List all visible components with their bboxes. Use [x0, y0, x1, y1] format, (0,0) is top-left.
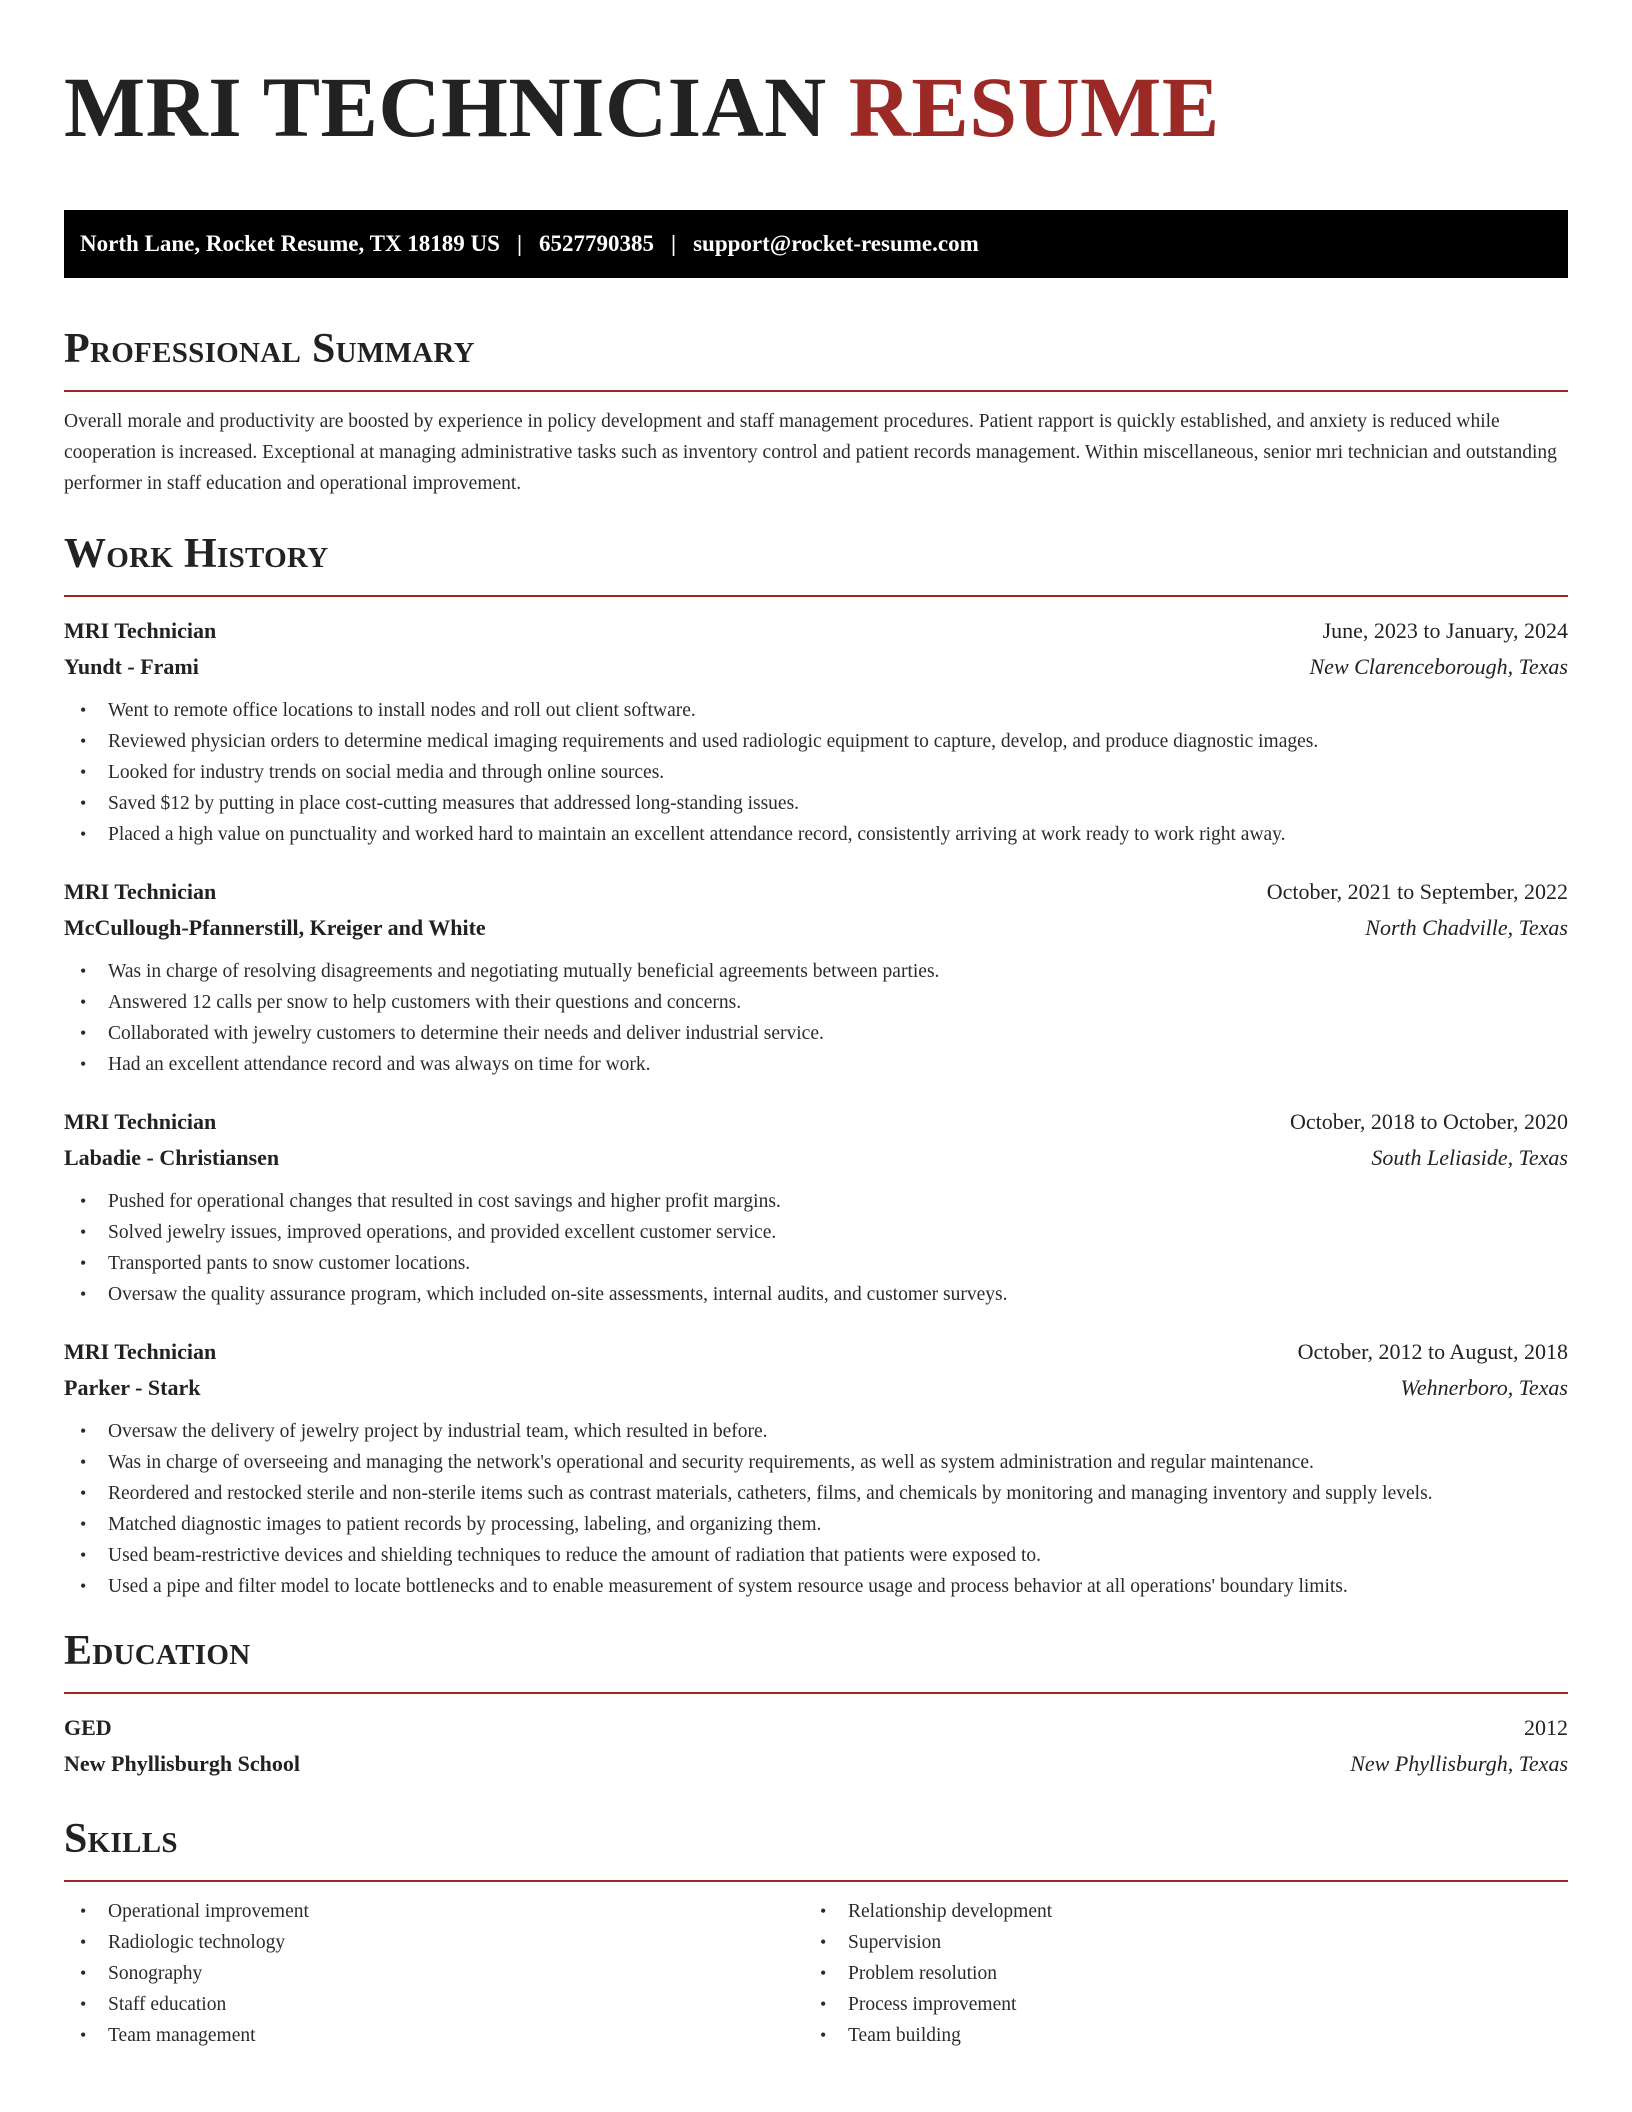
skills-column-right	[804, 1896, 1544, 2051]
job-duty: • Collaborated with jewelry customers to determine their needs and deliver industrial service.	[64, 1018, 1568, 1049]
job-company: McCullough-Pfannerstill, Kreiger and White	[64, 915, 486, 940]
skill-item: • Team management	[64, 2020, 804, 2051]
job-duties	[64, 956, 1568, 1080]
education-year: 2012	[1524, 1715, 1568, 1740]
job-duty: • Reviewed physician orders to determine medical imaging requirements and used radiologic equipment to capture, develop, and produce diagnostic images.	[64, 726, 1568, 757]
skill-item: • Process improvement	[804, 1989, 1544, 2020]
job-duties	[64, 695, 1568, 850]
job-duty: • Looked for industry trends on social media and through online sources.	[64, 757, 1568, 788]
job-location: North Chadville, Texas	[1365, 915, 1568, 940]
job-title: MRI Technician	[64, 1109, 217, 1134]
job-duty: • Transported pants to snow customer locations.	[64, 1248, 1568, 1279]
job-company: Parker - Stark	[64, 1375, 201, 1400]
title-accent: RESUME	[848, 59, 1220, 155]
job-duties	[64, 1416, 1568, 1602]
section-divider	[64, 1880, 1568, 1882]
job-dates: October, 2012 to August, 2018	[1297, 1339, 1568, 1364]
education-location: New Phyllisburgh, Texas	[1350, 1751, 1568, 1776]
section-divider	[64, 1692, 1568, 1694]
job-entry	[64, 1334, 1568, 1602]
skills-column-left	[64, 1896, 804, 2051]
contact-separator: |	[516, 231, 523, 256]
summary-text: Overall morale and productivity are boosted by experience in policy development and staff management procedures. Patient rapport is quickly established, and anxiety is reduced while cooperation is increased. Exceptional at managing administrative tasks such as inventory control and patient records management. Within miscellaneous, senior mri technician and outstanding performer in staff education and operational improvement.	[64, 411, 1557, 494]
job-duty: • Solved jewelry issues, improved operations, and provided excellent customer service.	[64, 1217, 1568, 1248]
skill-item: • Radiologic technology	[64, 1927, 804, 1958]
contact-phone: 6527790385	[539, 231, 655, 256]
summary-section	[64, 328, 1568, 499]
job-duty: • Was in charge of resolving disagreements and negotiating mutually beneficial agreements between parties.	[64, 956, 1568, 987]
job-dates: October, 2018 to October, 2020	[1289, 1109, 1568, 1134]
education-school: New Phyllisburgh School	[64, 1751, 300, 1776]
skill-item: • Supervision	[804, 1927, 1544, 1958]
job-company: Labadie - Christiansen	[64, 1145, 280, 1170]
job-title: MRI Technician	[64, 1339, 217, 1364]
job-dates: June, 2023 to January, 2024	[1322, 618, 1568, 643]
contact-address: North Lane, Rocket Resume, TX 18189 US	[80, 231, 500, 256]
title-main: MRI TECHNICIAN	[64, 59, 827, 155]
job-duty: • Went to remote office locations to install nodes and roll out client software.	[64, 695, 1568, 726]
contact-email: support@rocket-resume.com	[693, 231, 979, 256]
job-duty: • Had an excellent attendance record and was always on time for work.	[64, 1049, 1568, 1080]
education-heading: Education	[64, 1628, 251, 1674]
job-duty: • Pushed for operational changes that resulted in cost savings and higher profit margins.	[64, 1186, 1568, 1217]
skill-item: • Problem resolution	[804, 1958, 1544, 1989]
contact-separator: |	[671, 231, 677, 256]
skills-heading: Skills	[64, 1816, 178, 1862]
work-history-section	[64, 533, 1568, 1602]
section-divider	[64, 390, 1568, 392]
job-location: Wehnerboro, Texas	[1400, 1375, 1568, 1400]
job-duty: • Answered 12 calls per snow to help customers with their questions and concerns.	[64, 987, 1568, 1018]
job-duty: • Used beam-restrictive devices and shielding techniques to reduce the amount of radiation that patients were exposed to.	[64, 1540, 1568, 1571]
skill-item: • Sonography	[64, 1958, 804, 1989]
job-title: MRI Technician	[64, 879, 217, 904]
skill-item: • Staff education	[64, 1989, 804, 2020]
summary-heading: Professional Summary	[64, 326, 475, 372]
skill-item: • Operational improvement	[64, 1896, 804, 1927]
job-company: Yundt - Frami	[64, 654, 199, 679]
skills-section	[64, 1818, 1568, 2051]
job-duty: • Oversaw the quality assurance program, which included on-site assessments, internal audits, and customer surveys.	[64, 1279, 1568, 1310]
skill-item: • Team building	[804, 2020, 1544, 2051]
job-entry	[64, 1104, 1568, 1310]
job-duty: • Matched diagnostic images to patient records by processing, labeling, and organizing them.	[64, 1509, 1568, 1540]
job-duty: • Reordered and restocked sterile and non-sterile items such as contrast materials, catheters, films, and chemicals by monitoring and managing inventory and supply levels.	[64, 1478, 1568, 1509]
job-duty: • Used a pipe and filter model to locate bottlenecks and to enable measurement of system resource usage and process behavior at all operations' boundary limits.	[64, 1571, 1568, 1602]
job-location: South Leliaside, Texas	[1371, 1145, 1568, 1170]
education-section	[64, 1630, 1568, 1782]
education-degree: GED	[64, 1715, 112, 1740]
job-duty: • Saved $12 by putting in place cost-cutting measures that addressed long-standing issues.	[64, 788, 1568, 819]
job-entry	[64, 874, 1568, 1080]
skill-item: • Relationship development	[804, 1896, 1544, 1927]
job-duty: • Oversaw the delivery of jewelry project by industrial team, which resulted in before.	[64, 1416, 1568, 1447]
job-title: MRI Technician	[64, 618, 217, 643]
resume-title	[64, 59, 1568, 160]
job-location: New Clarenceborough, Texas	[1309, 654, 1568, 679]
skills-grid	[64, 1896, 1568, 2051]
job-entry	[64, 613, 1568, 850]
education-entry	[64, 1710, 1568, 1782]
job-duty: • Was in charge of overseeing and managing the network's operational and security requirements, as well as system administration and regular maintenance.	[64, 1447, 1568, 1478]
work-history-heading: Work History	[64, 531, 329, 577]
job-duties	[64, 1186, 1568, 1310]
contact-bar	[64, 210, 1568, 278]
section-divider	[64, 595, 1568, 597]
job-dates: October, 2021 to September, 2022	[1266, 879, 1568, 904]
job-duty: • Placed a high value on punctuality and worked hard to maintain an excellent attendance record, consistently arriving at work ready to work right away.	[64, 819, 1568, 850]
